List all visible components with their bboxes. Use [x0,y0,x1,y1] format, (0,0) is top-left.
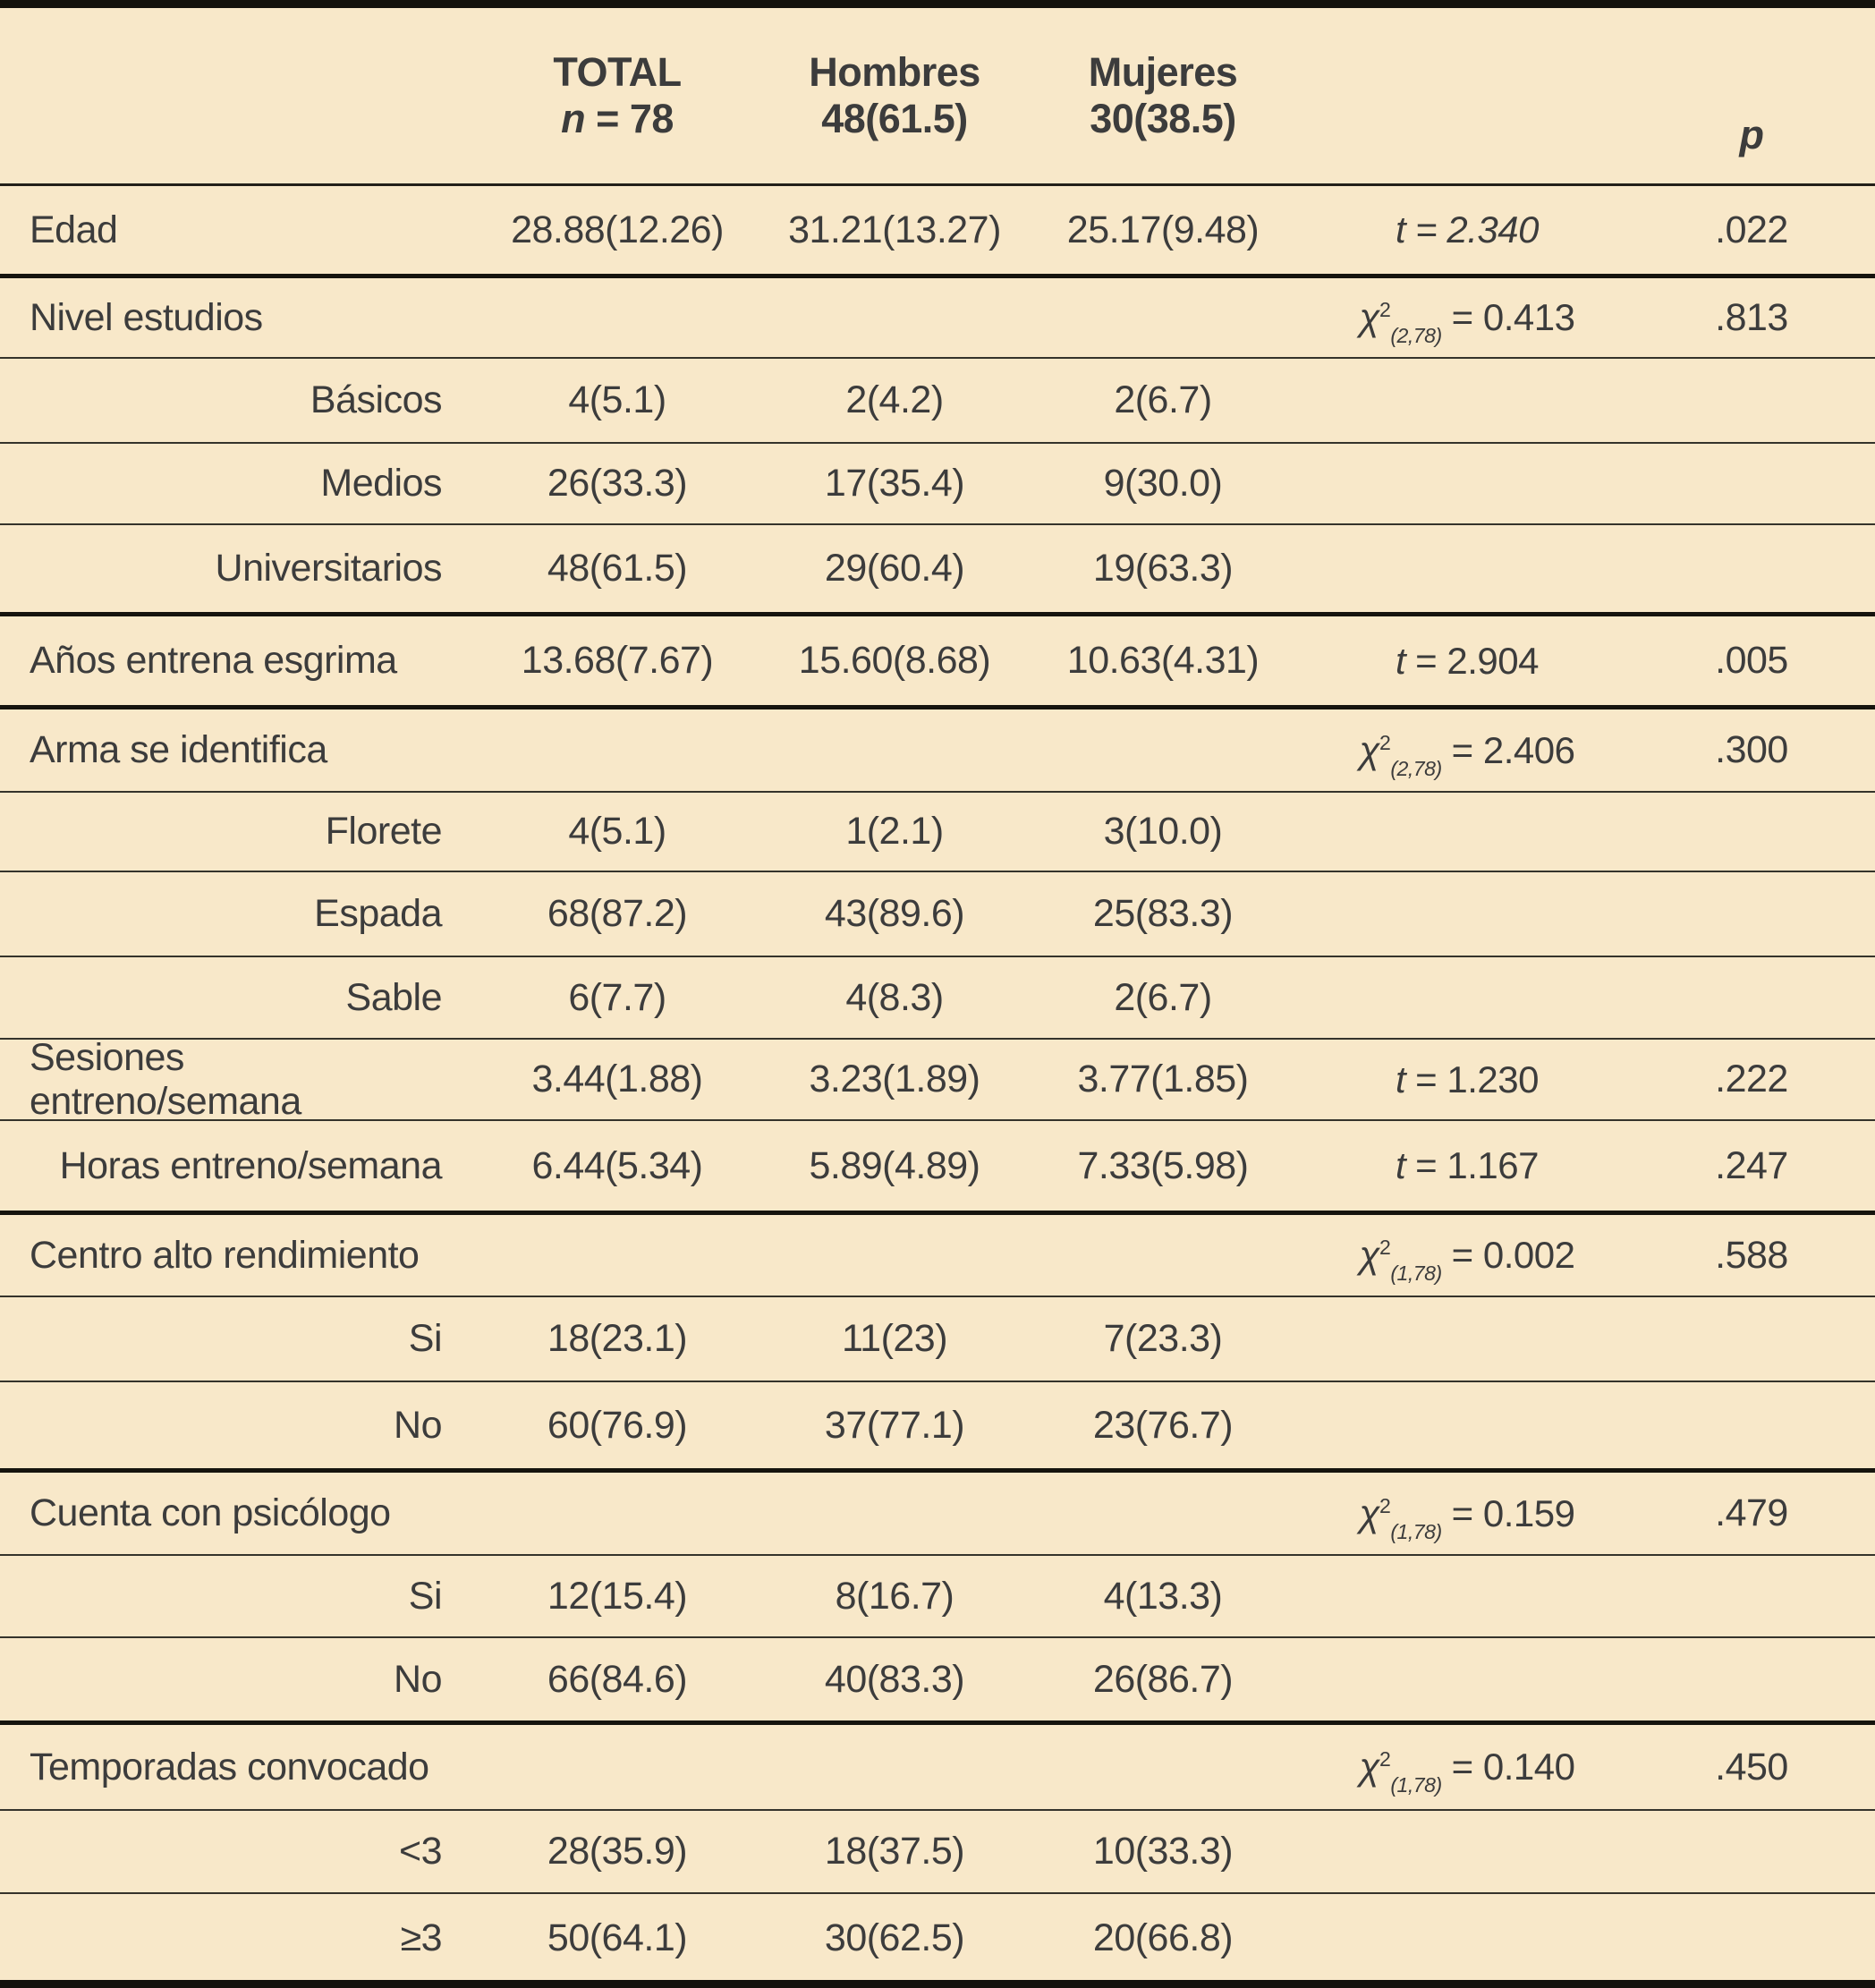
p-value-cell [1628,793,1875,871]
statistic-superscript: 2 [1379,730,1391,754]
p-value-cell [1628,444,1875,523]
mujeres-cell [1020,278,1306,357]
table-row [0,1556,1875,1638]
statistic-superscript: 2 [1379,298,1391,321]
header-total-n: n [561,96,586,141]
p-value-cell: .813 [1715,295,1788,339]
statistic-cell [1306,1556,1628,1636]
total-cell: 28(35.9) [547,1830,688,1873]
row-label-cell: Arma se identifica [30,728,327,771]
header-hombres-sub: 48(61.5) [821,96,968,141]
statistic-number: = 1.230 [1415,1058,1539,1100]
table-row [0,1638,1875,1725]
table-row [0,1473,1875,1556]
mujeres-cell: 19(63.3) [1092,547,1234,590]
hombres-cell [769,709,1020,791]
row-label-cell: No [394,1657,442,1701]
total-cell: 26(33.3) [547,462,688,505]
row-label-cell: Espada [314,892,442,935]
row-label-cell: Años entrena esgrima [30,639,397,682]
total-cell: 4(5.1) [568,810,666,853]
row-label-cell: Cuenta con psicólogo [30,1491,391,1534]
row-label-cell: Si [408,1317,442,1360]
header-label-cell [0,8,465,183]
table-row [0,872,1875,957]
total-cell: 48(61.5) [547,547,688,590]
p-value-cell [1628,1297,1875,1381]
header-total-sub [561,96,674,142]
statistic-cell [1306,1811,1628,1892]
statistic-symbol: χ [1359,728,1379,771]
hombres-cell: 17(35.4) [824,462,965,505]
total-cell: 12(15.4) [547,1574,688,1618]
statistic-cell [1306,957,1628,1038]
total-cell: 60(76.9) [547,1403,688,1447]
statistic-symbol: t [1396,1144,1406,1186]
mujeres-cell [1020,1215,1306,1296]
hombres-cell: 5.89(4.89) [809,1143,980,1187]
p-value-cell: .247 [1715,1143,1788,1187]
statistic-cell [1306,444,1628,523]
mujeres-cell [1020,1473,1306,1554]
table-row [0,709,1875,793]
statistic-cell [1306,1040,1628,1119]
row-label-cell: Nivel estudios [30,295,263,339]
mujeres-cell: 10(33.3) [1092,1830,1234,1873]
row-label-cell: Horas entreno/semana [59,1143,442,1187]
mujeres-cell: 7.33(5.98) [1077,1143,1249,1187]
statistic-cell [1306,1638,1628,1720]
statistic-cell [1306,1382,1628,1468]
row-label-cell: Edad [30,208,118,251]
statistic-superscript: 2 [1379,1747,1391,1771]
hombres-cell: 4(8.3) [845,975,944,1019]
statistic-symbol: t [1396,639,1406,682]
mujeres-cell: 23(76.7) [1092,1403,1234,1447]
row-label-cell: Medios [320,462,442,505]
statistic-value [1359,296,1575,348]
header-hombres-cell [769,8,1020,183]
mujeres-cell [1020,709,1306,791]
statistic-cell [1306,1473,1628,1554]
table-row [0,1215,1875,1297]
p-value-cell: .300 [1715,728,1788,771]
total-cell [465,1215,769,1296]
row-label-cell: Sesiones entreno/semana [30,1035,301,1123]
table-row [0,1035,1875,1123]
mujeres-cell: 25.17(9.48) [1066,208,1260,251]
statistic-value [1359,1234,1575,1286]
hombres-cell: 11(23) [841,1317,948,1360]
statistic-value [1396,1058,1539,1101]
table-row [0,359,1875,444]
p-value-cell [1628,1638,1875,1720]
table-row [0,1121,1875,1215]
p-value-cell [1628,525,1875,612]
p-value-cell [1628,1556,1875,1636]
p-value-cell: .005 [1715,639,1788,682]
statistic-symbol: χ [1359,296,1379,338]
hombres-cell: 2(4.2) [845,378,944,421]
mujeres-cell: 2(6.7) [1114,378,1212,421]
row-label-cell: Si [408,1574,442,1618]
header-mujeres-sub: 30(38.5) [1090,96,1236,141]
mujeres-cell: 25(83.3) [1092,892,1234,935]
statistic-symbol: χ [1359,1234,1379,1276]
header-total-title: TOTAL [553,49,682,95]
statistic-superscript: 2 [1379,1493,1391,1517]
statistic-number: = 2.904 [1415,639,1539,682]
table-row [0,1811,1875,1894]
header-mujeres-cell [1020,8,1306,183]
statistic-number: = 0.140 [1451,1746,1575,1788]
p-value-cell [1628,957,1875,1038]
hombres-cell [769,1725,1020,1809]
mujeres-cell: 3.77(1.85) [1077,1058,1249,1100]
p-value-cell: .022 [1715,208,1788,251]
table-row [0,616,1875,709]
table-row [0,444,1875,525]
total-cell: 68(87.2) [547,892,688,935]
statistic-cell [1306,1725,1628,1809]
row-label-cell: Centro alto rendimiento [30,1233,420,1277]
header-p-label: p [1739,112,1764,157]
statistic-number: = 0.413 [1451,296,1575,338]
statistic-subscript: (2,78) [1390,324,1442,348]
statistic-cell [1306,1215,1628,1296]
row-label-cell: Básicos [310,378,442,421]
total-cell [465,709,769,791]
statistic-value [1359,1491,1575,1543]
total-cell: 66(84.6) [547,1657,688,1701]
statistic-cell [1306,359,1628,442]
hombres-cell [769,278,1020,357]
header-statistic-cell [1306,8,1628,183]
mujeres-cell: 4(13.3) [1103,1574,1223,1618]
header-total-n-value: = 78 [585,96,674,141]
total-cell [465,1725,769,1809]
statistic-number: = 0.002 [1451,1234,1575,1276]
table-row [0,278,1875,359]
row-label-cell: Florete [325,810,442,853]
hombres-cell [769,1215,1020,1296]
header-p-cell [1628,8,1875,183]
table-row [0,1297,1875,1382]
hombres-cell: 15.60(8.68) [798,639,991,682]
statistic-number: = 2.406 [1451,728,1575,771]
table-row [0,793,1875,872]
statistic-cell [1306,278,1628,357]
total-cell: 3.44(1.88) [531,1058,703,1100]
mujeres-cell: 10.63(4.31) [1066,639,1260,682]
total-cell: 6(7.7) [568,975,666,1019]
hombres-cell: 31.21(13.27) [788,208,1001,251]
statistic-cell [1306,525,1628,612]
p-value-cell: .588 [1715,1233,1788,1277]
mujeres-cell: 7(23.3) [1103,1317,1223,1360]
statistic-value [1396,208,1539,251]
total-cell: 4(5.1) [568,378,666,421]
statistic-subscript: (1,78) [1390,1519,1442,1543]
statistic-cell [1306,793,1628,871]
mujeres-cell: 2(6.7) [1114,975,1212,1019]
table-row [0,1382,1875,1473]
p-value-cell: .479 [1715,1491,1788,1534]
total-cell: 50(64.1) [547,1916,688,1959]
table-body [0,186,1875,1983]
statistic-number: = 2.340 [1415,208,1539,251]
row-label-cell: Universitarios [215,547,442,590]
statistic-value [1359,1746,1575,1797]
statistic-cell [1306,1121,1628,1211]
total-cell: 18(23.1) [547,1317,688,1360]
total-cell: 13.68(7.67) [521,639,714,682]
row-label-cell: ≥3 [400,1916,442,1959]
table-row [0,525,1875,616]
row-label-cell: <3 [398,1830,442,1873]
hombres-cell: 8(16.7) [835,1574,954,1618]
total-cell [465,1473,769,1554]
hombres-cell: 3.23(1.89) [809,1058,980,1100]
total-cell: 28.88(12.26) [511,208,724,251]
p-value-cell [1628,1811,1875,1892]
p-value-cell [1628,1894,1875,1983]
hombres-cell: 40(83.3) [824,1657,965,1701]
header-total-cell [465,8,769,183]
mujeres-cell: 9(30.0) [1103,462,1223,505]
statistic-symbol: t [1396,208,1406,251]
statistic-cell [1306,872,1628,956]
statistic-subscript: (2,78) [1390,756,1442,780]
table-row [0,1725,1875,1811]
statistic-symbol: χ [1359,1491,1379,1534]
statistic-symbol: t [1396,1058,1406,1100]
header-hombres-title: Hombres [809,49,980,95]
total-cell: 6.44(5.34) [531,1143,703,1187]
hombres-cell: 37(77.1) [824,1403,965,1447]
table-row [0,1894,1875,1983]
row-label-cell: No [394,1403,442,1447]
statistic-subscript: (1,78) [1390,1773,1442,1797]
statistic-number: = 1.167 [1415,1144,1539,1186]
p-value-cell [1628,872,1875,956]
mujeres-cell: 26(86.7) [1092,1657,1234,1701]
row-label-cell: Sable [345,975,442,1019]
p-value-cell [1628,1382,1875,1468]
table-row [0,957,1875,1040]
hombres-cell: 43(89.6) [824,892,965,935]
total-cell [465,278,769,357]
table-header-row [0,8,1875,186]
statistic-cell [1306,616,1628,705]
row-label-cell: Temporadas convocado [30,1745,429,1788]
statistic-cell [1306,186,1628,274]
statistic-value [1396,640,1539,683]
statistic-number: = 0.159 [1451,1491,1575,1534]
hombres-cell: 30(62.5) [824,1916,965,1959]
hombres-cell: 18(37.5) [824,1830,965,1873]
statistic-value [1359,728,1575,780]
statistic-value [1396,1144,1539,1187]
mujeres-cell: 20(66.8) [1092,1916,1234,1959]
statistic-subscript: (1,78) [1390,1262,1442,1286]
p-value-cell: .222 [1715,1058,1788,1100]
statistic-superscript: 2 [1379,1236,1391,1259]
hombres-cell: 29(60.4) [824,547,965,590]
table-row [0,186,1875,278]
p-value-cell: .450 [1715,1745,1788,1788]
hombres-cell: 1(2.1) [845,810,944,853]
statistic-cell [1306,709,1628,791]
statistic-cell [1306,1297,1628,1381]
hombres-cell [769,1473,1020,1554]
header-mujeres-title: Mujeres [1088,49,1238,95]
mujeres-cell [1020,1725,1306,1809]
statistic-symbol: χ [1359,1746,1379,1788]
statistic-cell [1306,1894,1628,1983]
mujeres-cell: 3(10.0) [1103,810,1223,853]
p-value-cell [1628,359,1875,442]
